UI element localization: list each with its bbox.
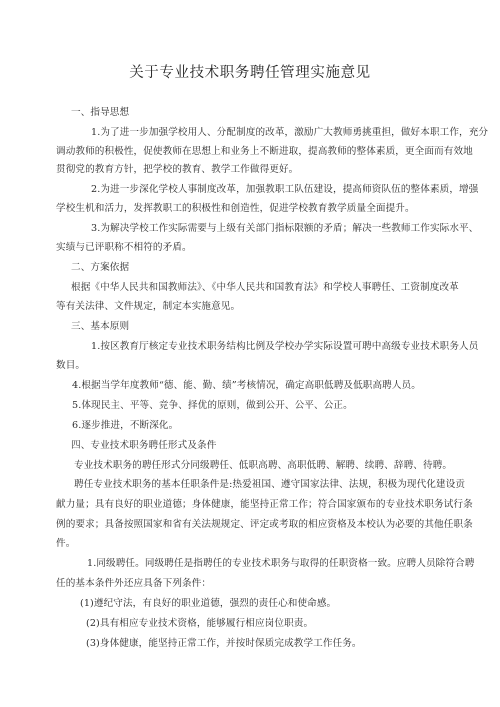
list-item: (2)具有相应专业技术资格，能够履行相应岗位职责。 bbox=[86, 618, 314, 629]
section-heading-appointment-forms: 四、专业技术职务聘任形式及条件 bbox=[71, 440, 217, 451]
paragraph-line: 件。 bbox=[56, 538, 76, 549]
paragraph-line: 数目。 bbox=[56, 360, 86, 371]
paragraph-line: 1.按区教育厅核定专业技术职务结构比例及学校办学实际设置可聘中高级专业技术职务人员 bbox=[91, 341, 479, 352]
section-heading-guiding-ideology: 一、指导思想 bbox=[71, 107, 130, 118]
section-heading-principles: 三、基本原则 bbox=[71, 321, 130, 332]
list-item: 6.逐步推进，不断深化。 bbox=[72, 420, 179, 431]
paragraph-line: 专业技术职务的聘任形式分同级聘任、低职高聘、高职低聘、解聘、续聘、辞聘、待聘。 bbox=[74, 460, 453, 471]
paragraph-line: 2.为进一步深化学校人事制度改革，加强教职工队伍建设，提高师资队伍的整体素质，增强 bbox=[91, 184, 479, 195]
paragraph-line: 3.为解决学校工作实际需要与上级有关部门指标限额的矛盾；解决一些教师工作实际水平、 bbox=[91, 223, 479, 234]
paragraph-line: 1.为了进一步加强学校用人、分配制度的改革，激励广大教师勇挑重担，做好本职工作，充分 bbox=[91, 127, 489, 138]
paragraph-line: 1.同级聘任。同级聘任是指聘任的专业技术职务与取得的任职资格一致。应聘人员除符合聘 bbox=[87, 558, 475, 569]
paragraph-line: 学校生机和活力，发挥教职工的积极性和创造性，促进学校教育教学质量全面提升。 bbox=[56, 203, 415, 214]
paragraph-line: 根据《中华人民共和国教师法》、《中华人民共和国教育法》和学校人事聘任、工资制度改革 bbox=[71, 282, 459, 293]
list-item: 4.根据当学年度教师“德、能、勤、绩”考核情况，确定高职低聘及低职高聘人员。 bbox=[72, 380, 421, 391]
paragraph-line: 任的基本条件外还应具备下列条件： bbox=[56, 578, 212, 589]
list-item: (3)身体健康，能坚持正常工作，并按时保质完成教学工作任务。 bbox=[86, 638, 362, 649]
document-title: 关于专业技术职务聘任管理实施意见 bbox=[129, 65, 371, 81]
paragraph-line: 实绩与已评职称不相符的矛盾。 bbox=[56, 242, 192, 253]
list-item: 5.体现民主、平等、竞争、择优的原则，做到公开、公平、公正。 bbox=[72, 400, 353, 411]
paragraph-line: 贯彻党的教育方针，把学校的教育、教学工作做得更好。 bbox=[56, 164, 299, 175]
list-item: (1)遵纪守法，有良好的职业道德，强烈的责任心和使命感。 bbox=[80, 598, 337, 609]
section-heading-basis: 二、方案依据 bbox=[71, 262, 130, 273]
paragraph-line: 献力量；具有良好的职业道德；身体健康，能坚持正常工作；符合国家颁布的专业技术职务试行条 bbox=[56, 499, 473, 510]
paragraph-line: 调动教师的积极性，促使教师在思想上和业务上不断进取，提高教师的整体素质，更全面而有效地 bbox=[56, 146, 473, 157]
paragraph-line: 聘任专业技术职务的基本任职条件是:热爱祖国、遵守国家法律、法规，积极为现代化建设贡 bbox=[74, 479, 466, 490]
paragraph-line: 例的要求；具备按照国家和省有关法规规定、评定或考取的相应资格及本校认为必要的其他任职条 bbox=[56, 519, 473, 530]
paragraph-line: 等有关法律、文件规定，制定本实施意见。 bbox=[56, 301, 241, 312]
